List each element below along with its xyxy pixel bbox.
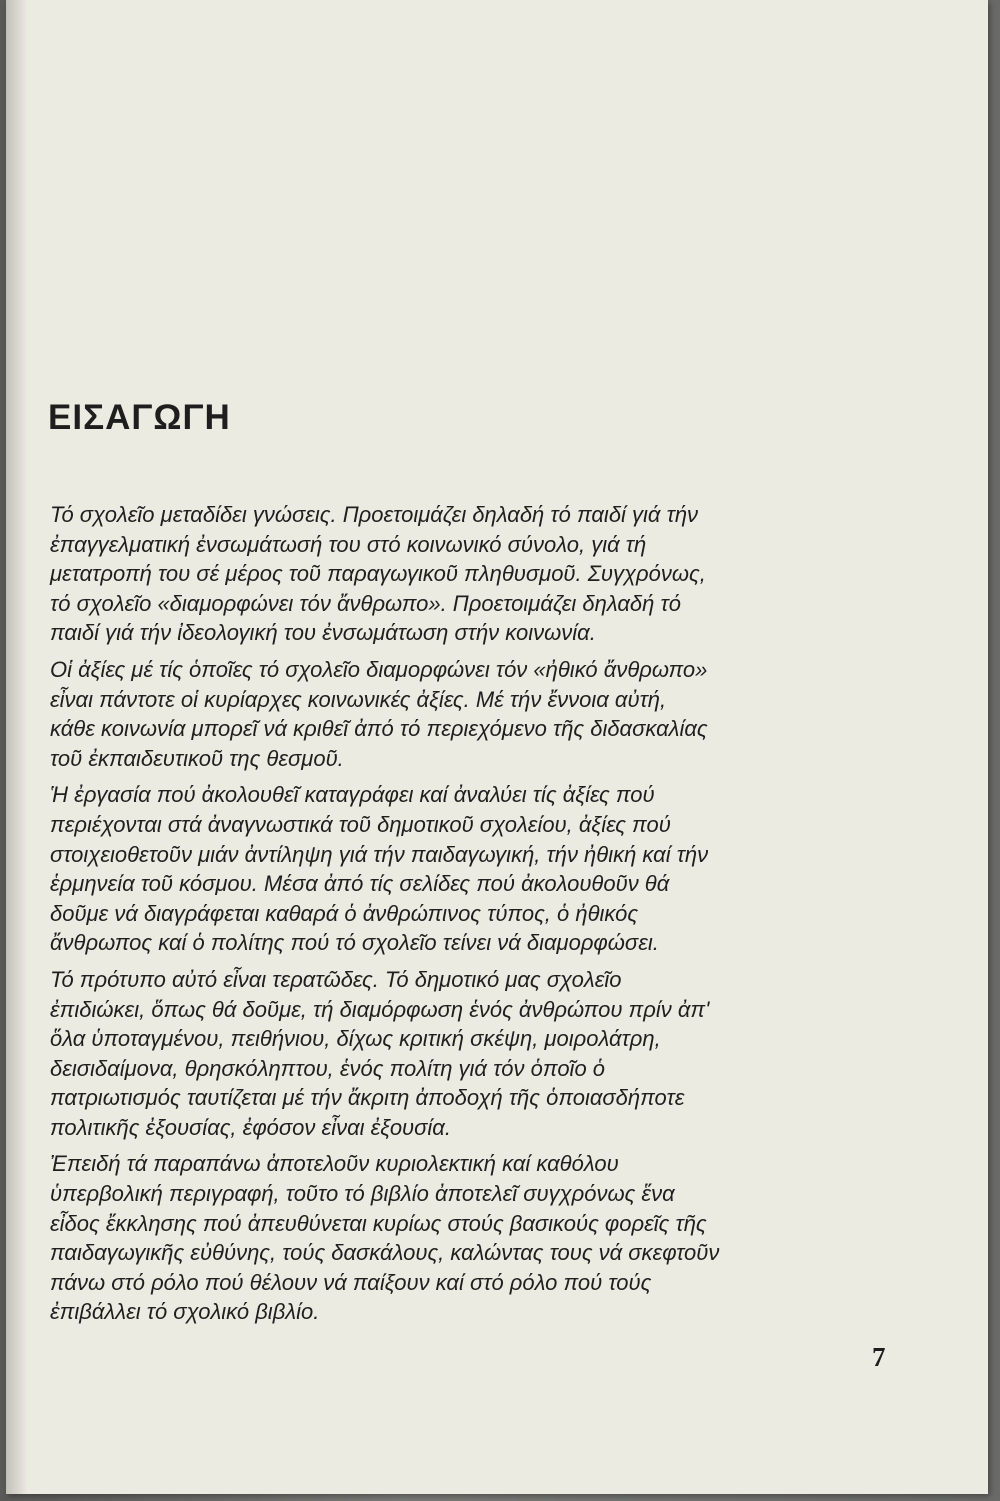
text-line: περιέχονται στά ἀναγνωστικά τοῦ δημοτικοῦ σχολείου, ἀξίες πού: [50, 811, 671, 837]
text-line: εἶναι πάντοτε οἱ κυρίαρχες κοινωνικές ἀξίες. Μέ τήν ἔννοια αὐτή,: [50, 686, 667, 712]
text-line: πάνω στό ρόλο πού θέλουν νά παίξουν καί στό ρόλο πού τούς: [50, 1269, 652, 1295]
paragraph: [50, 780, 950, 958]
text-line: ἐπιδιώκει, ὅπως θά δοῦμε, τή διαμόρφωση ἑνός ἀνθρώπου πρίν ἀπ': [50, 996, 710, 1022]
text-line: ἑρμηνεία τοῦ κόσμου. Μέσα ἀπό τίς σελίδες πού ἀκολουθοῦν θά: [50, 871, 670, 897]
text-line: Τό πρότυπο αὐτό εἶναι τερατῶδες. Τό δημοτικό μας σχολεῖο: [50, 966, 622, 992]
chapter-heading: ΕΙΣΑΓΩΓΗ: [48, 398, 231, 437]
page-gutter-shadow: [6, 0, 28, 1494]
text-line: Τό σχολεῖο μεταδίδει γνώσεις. Προετοιμάζει δηλαδή τό παιδί γιά τήν: [50, 502, 699, 527]
book-page: [6, 0, 988, 1494]
text-line: τό σχολεῖο «διαμορφώνει τόν ἄνθρωπο». Προετοιμάζει δηλαδή τό: [50, 590, 681, 616]
text-line: Ἐπειδή τά παραπάνω ἀποτελοῦν κυριολεκτική καί καθόλου: [50, 1151, 619, 1177]
text-line: πολιτικῆς ἐξουσίας, ἐφόσον εἶναι ἐξουσία.: [50, 1114, 451, 1140]
paragraph: [50, 1149, 950, 1327]
page-number: 7: [872, 1342, 886, 1372]
text-line: ἐπαγγελματική ἐνσωμάτωσή του στό κοινωνικό σύνολο, γιά τή: [50, 531, 647, 557]
text-line: κάθε κοινωνία μπορεῖ νά κριθεῖ ἀπό τό περιεχόμενο τῆς διδασκαλίας: [50, 716, 708, 742]
text-line: μετατροπή του σέ μέρος τοῦ παραγωγικοῦ πληθυσμοῦ. Συγχρόνως,: [50, 561, 706, 587]
text-line: πατριωτισμός ταυτίζεται μέ τήν ἄκριτη ἀποδοχή τῆς ὁποιασδήποτε: [50, 1085, 685, 1111]
text-line: στοιχειοθετοῦν μιάν ἀντίληψη γιά τήν παιδαγωγική, τήν ἠθική καί τήν: [50, 841, 709, 867]
paragraph: [50, 655, 950, 773]
text-line: ἐπιβάλλει τό σχολικό βιβλίο.: [50, 1299, 320, 1325]
text-line: δοῦμε νά διαγράφεται καθαρά ὁ ἀνθρώπινος τύπος, ὁ ἠθικός: [50, 900, 639, 926]
text-line: Ἡ ἐργασία πού ἀκολουθεῖ καταγράφει καί ἀναλύει τίς ἀξίες πού: [50, 782, 655, 808]
paragraph: [50, 500, 950, 648]
text-line: τοῦ ἐκπαιδευτικοῦ της θεσμοῦ.: [50, 745, 344, 771]
text-line: παιδί γιά τήν ἰδεολογική του ἐνσωμάτωση στήν κοινωνία.: [50, 620, 596, 646]
text-line: ἄνθρωπος καί ὁ πολίτης πού τό σχολεῖο τείνει νά διαμορφώσει.: [50, 930, 659, 956]
chapter-body: [50, 500, 950, 1334]
text-line: δεισιδαίμονα, θρησκόληπτου, ἑνός πολίτη γιά τόν ὁποῖο ὁ: [50, 1055, 606, 1081]
text-line: Οἱ ἀξίες μέ τίς ὁποῖες τό σχολεῖο διαμορφώνει τόν «ἠθικό ἄνθρωπο»: [50, 656, 708, 682]
text-line: ὅλα ὑποταγμένου, πειθήνιου, δίχως κριτική σκέψη, μοιρολάτρη,: [50, 1026, 661, 1052]
text-line: εἶδος ἔκκλησης πού ἀπευθύνεται κυρίως στούς βασικούς φορεῖς τῆς: [50, 1210, 707, 1236]
paragraph: [50, 965, 950, 1143]
text-line: παιδαγωγικῆς εὐθύνης, τούς δασκάλους, καλώντας τους νά σκεφτοῦν: [50, 1240, 720, 1266]
text-line: ὑπερβολική περιγραφή, τοῦτο τό βιβλίο ἀποτελεῖ συγχρόνως ἕνα: [50, 1181, 675, 1207]
